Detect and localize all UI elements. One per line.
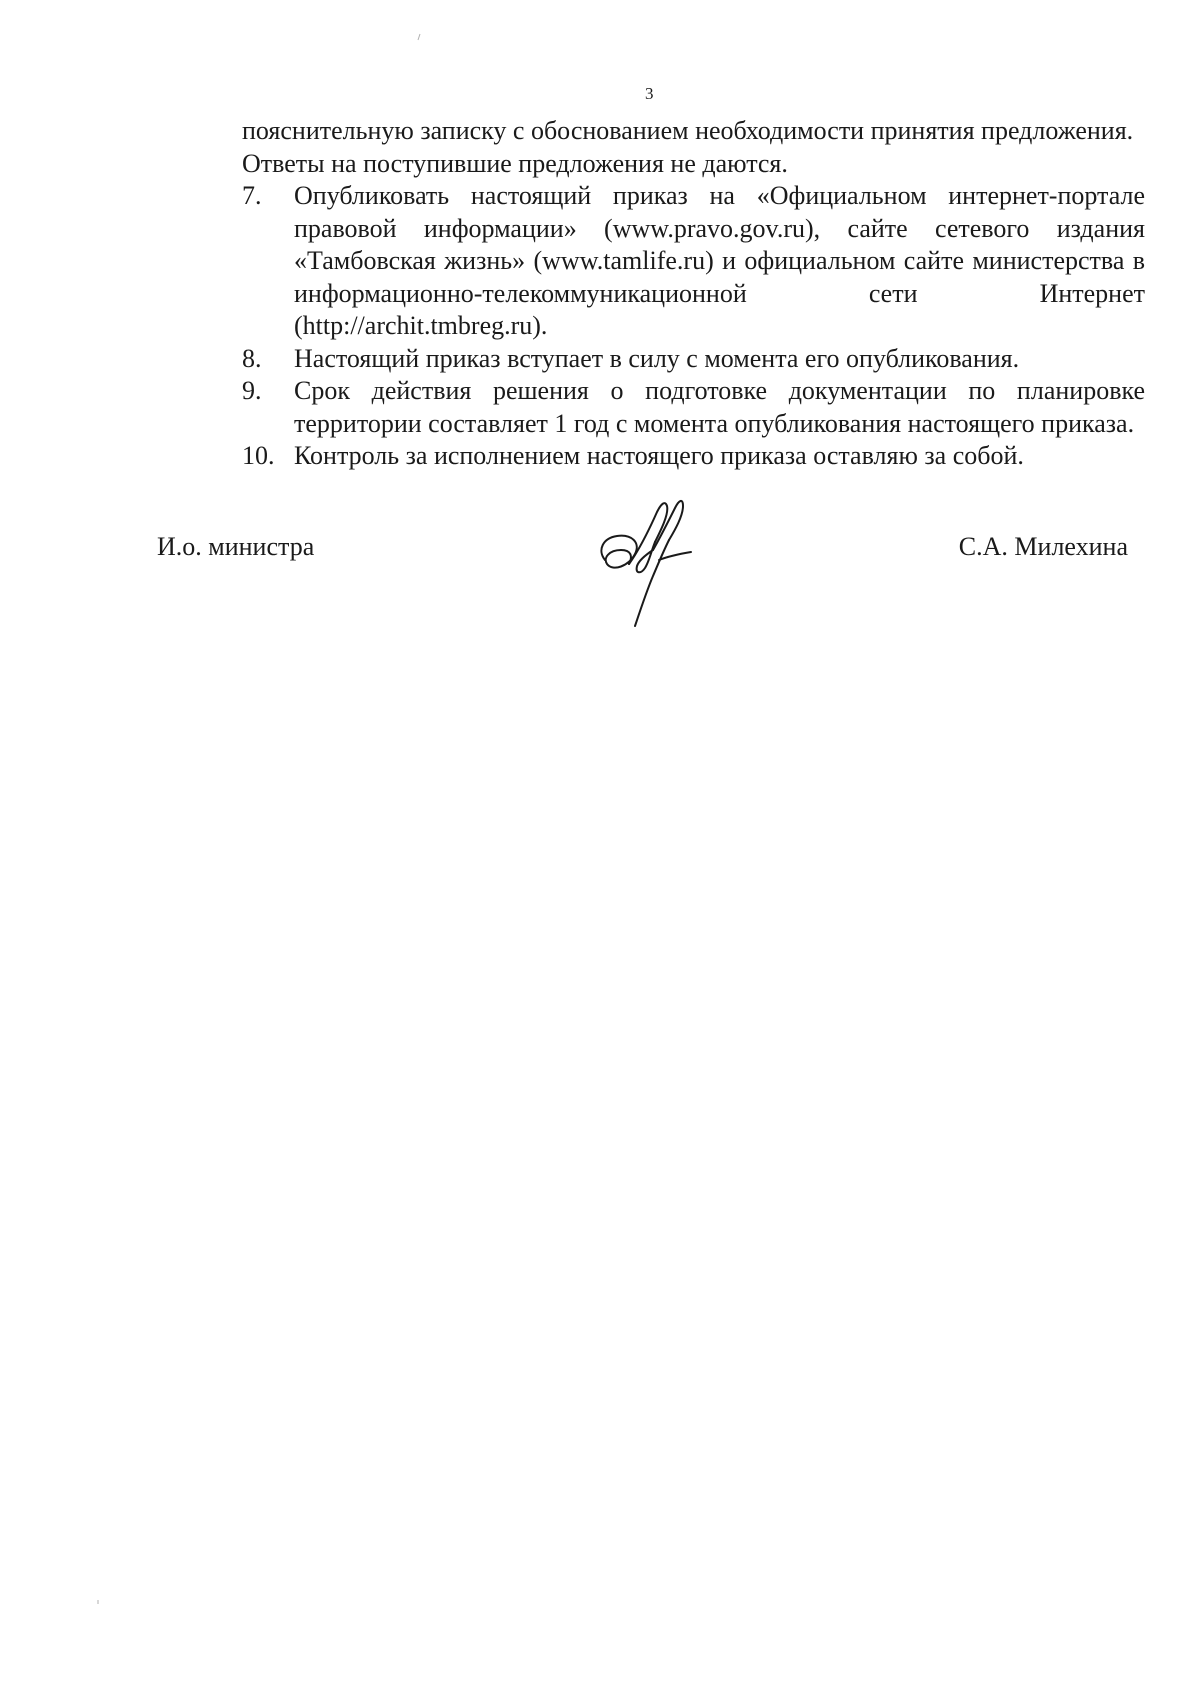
item-number: 8. bbox=[242, 343, 262, 373]
signatory-title: И.о. министра bbox=[157, 532, 315, 561]
item-number: 9. bbox=[242, 376, 262, 405]
page-number: 3 bbox=[645, 84, 654, 103]
item-text: Контроль за исполнением настоящего приказа оставляю за собой. bbox=[294, 441, 1024, 470]
item-number: 7. bbox=[242, 181, 262, 210]
item-text: Срок действия решения о подготовке документации по планировке территории составляет 1 год с момента опубликования настоящего приказа. bbox=[294, 376, 1145, 438]
signatory-name: С.А. Милехина bbox=[958, 532, 1128, 561]
list-item-7 bbox=[157, 180, 1145, 343]
paragraph-no-replies: Ответы на поступившие предложения не даются. bbox=[242, 148, 788, 178]
list-item-10 bbox=[157, 440, 1145, 473]
item-text: Опубликовать настоящий приказ на «Официальном интернет-портале правовой информации» (www.pravo.gov.ru), сайте сетевого издания «Тамбовская жизнь» (www.tamlife.ru) и официальном сайте министерства в информационно-телекоммуникационной сети Интернет (http://archit.tmbreg.ru). bbox=[294, 181, 1145, 340]
item-text: Настоящий приказ вступает в силу с момента его опубликования. bbox=[294, 343, 1020, 373]
item-number: 10. bbox=[242, 441, 275, 470]
handwritten-signature bbox=[595, 490, 705, 630]
document-body bbox=[157, 115, 1145, 473]
list-item-8 bbox=[157, 343, 1145, 376]
list-item-9 bbox=[157, 375, 1145, 440]
paragraph-explanatory-note: пояснительную записку с обоснованием необходимости принятия предложения. bbox=[242, 116, 1134, 145]
